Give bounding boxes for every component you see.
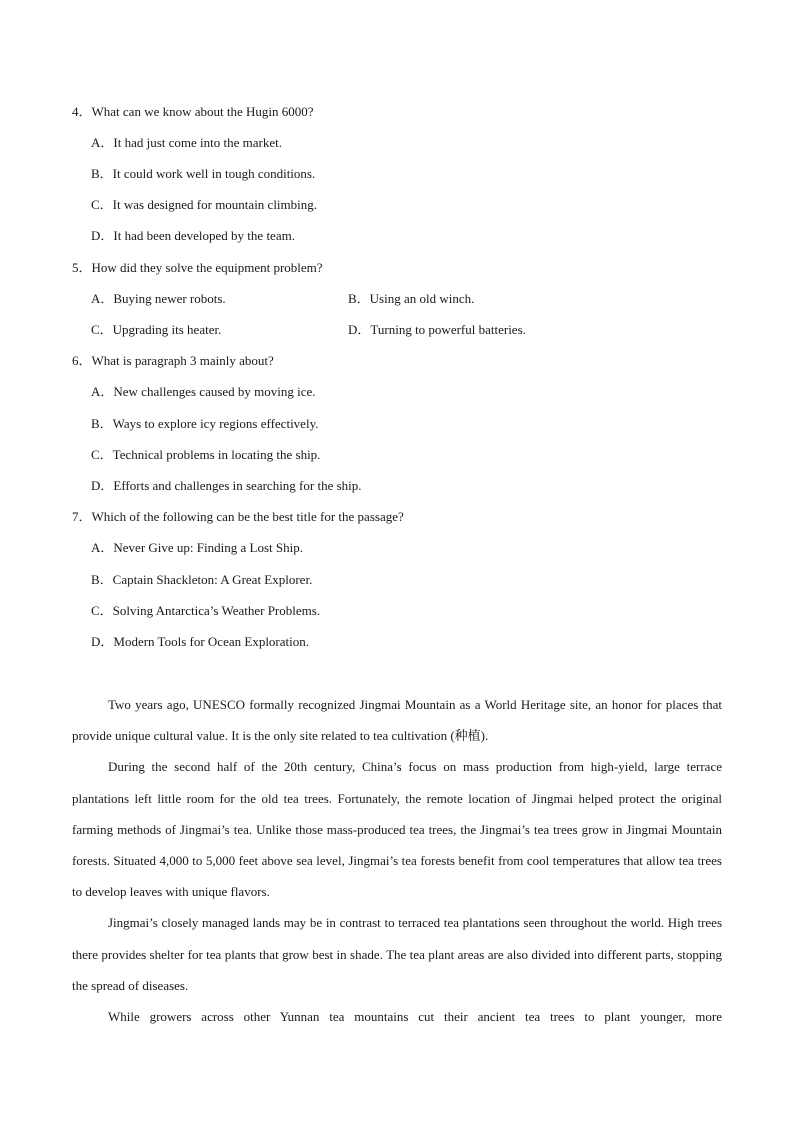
question-6-option-d: D．Efforts and challenges in searching for the ship. [91, 478, 362, 493]
passage-paragraph-3: Jingmai’s closely managed lands may be in contrast to terraced tea plantations seen throughout the world. High trees there provides shelter for tea plants that grow best in shade. The tea plant areas are also divided into different parts, stopping the spread of diseases. [72, 915, 722, 993]
question-6-option-b: B．Ways to explore icy regions effectively. [91, 416, 319, 431]
question-6-option-a: A．New challenges caused by moving ice. [91, 384, 316, 399]
question-7-option-b: B．Captain Shackleton: A Great Explorer. [91, 572, 313, 587]
question-7-stem: 7．Which of the following can be the best title for the passage? [72, 509, 404, 524]
question-5-option-c: C．Upgrading its heater. [91, 322, 222, 337]
question-5-option-d: D．Turning to powerful batteries. [348, 322, 526, 337]
passage-paragraph-1: Two years ago, UNESCO formally recognized Jingmai Mountain as a World Heritage site, an honor for places that provide unique cultural value. It is the only site related to tea cultivation (种植). [72, 697, 722, 744]
question-5-option-b: B．Using an old winch. [348, 291, 475, 306]
passage-paragraph-4: While growers across other Yunnan tea mountains cut their ancient tea trees to plant younger, more [108, 1009, 722, 1025]
question-4-option-c: C．It was designed for mountain climbing. [91, 197, 318, 212]
question-7-option-a: A．Never Give up: Finding a Lost Ship. [91, 540, 303, 555]
question-6-option-c: C．Technical problems in locating the ship. [91, 447, 321, 462]
question-4-option-b: B．It could work well in tough conditions. [91, 166, 316, 181]
question-7-option-d: D．Modern Tools for Ocean Exploration. [91, 634, 309, 649]
question-6-stem: 6．What is paragraph 3 mainly about? [72, 353, 274, 368]
question-4-option-d: D．It had been developed by the team. [91, 228, 295, 243]
question-7-option-c: C．Solving Antarctica’s Weather Problems. [91, 603, 321, 618]
question-5-option-a: A．Buying newer robots. [91, 291, 226, 306]
question-4-stem: 4．What can we know about the Hugin 6000? [72, 104, 314, 119]
passage-paragraph-2: During the second half of the 20th century, China’s focus on mass production from high-yield, large terrace plantations left little room for the old tea trees. Fortunately, the remote location of Jingmai helped protect the original farming methods of Jingmai’s tea. Unlike those mass-produced tea trees, the Jingmai’s tea trees grow in Jingmai Mountain forests. Situated 4,000 to 5,000 feet above sea level, Jingmai’s tea forests benefit from cool temperatures that allow tea trees to develop leaves with unique flavors. [72, 759, 722, 900]
reading-passage [72, 689, 722, 1032]
question-5-stem: 5．How did they solve the equipment problem? [72, 260, 323, 275]
question-4-option-a: A．It had just come into the market. [91, 135, 282, 150]
